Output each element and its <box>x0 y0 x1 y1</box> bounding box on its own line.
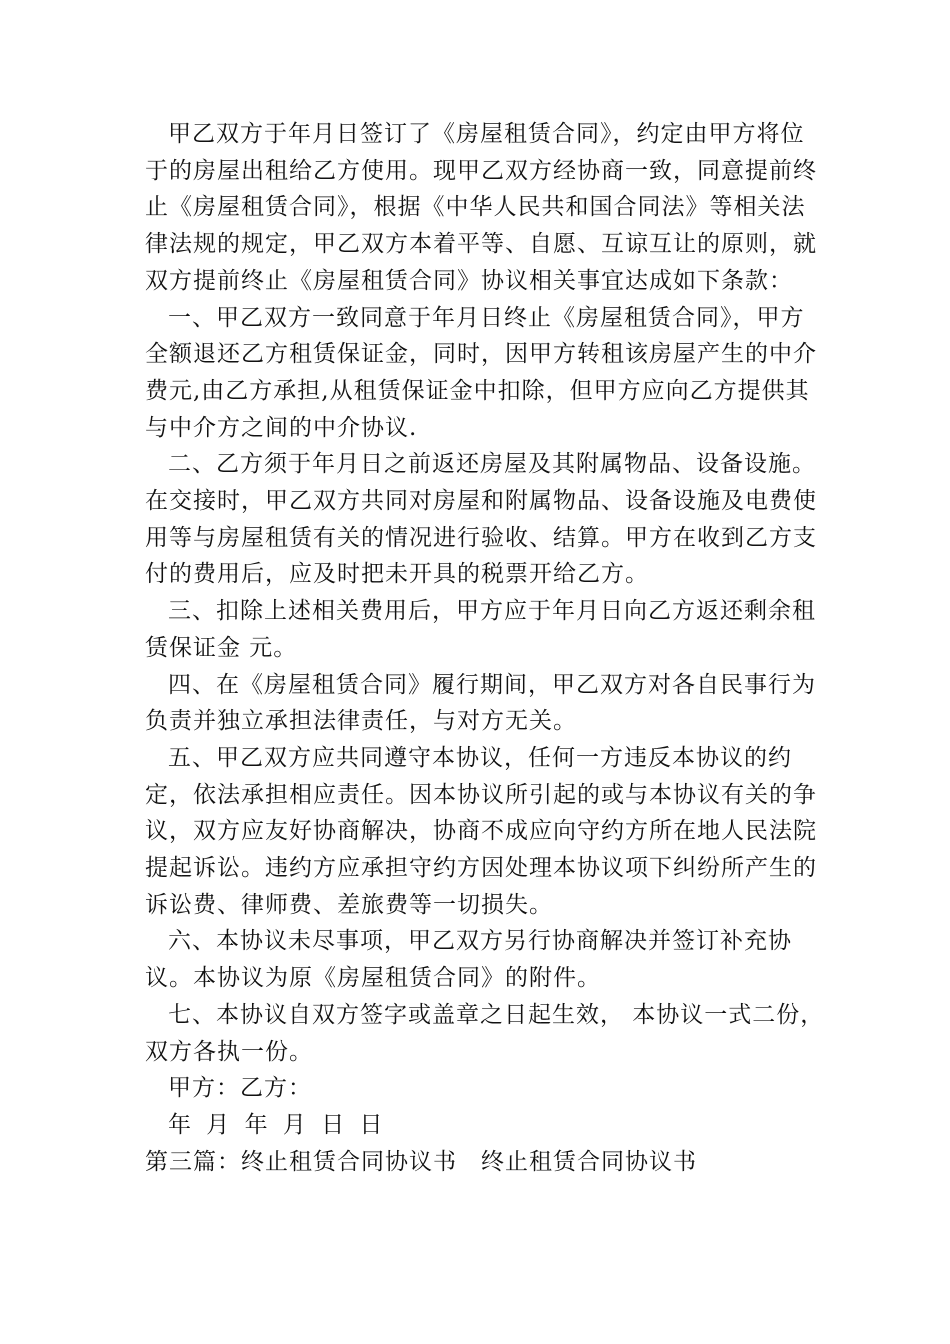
clause-5: 五、甲乙双方应共同遵守本协议，任何一方违反本协议的约定，依法承担相应责任。因本协议所引起的或与本协议有关的争议，双方应友好协商解决，协商不成应向守约方所在地人民法院提起诉讼。违约方应承担守约方因处理本协议项下纠纷所产生的诉讼费、律师费、差旅费等一切损失。 <box>145 744 817 918</box>
signature-line: 甲方：乙方： <box>168 1075 312 1102</box>
intro-paragraph: 甲乙双方于年月日签订了《房屋租赁合同》，约定由甲方将位于的房屋出租给乙方使用。现甲乙双方经协商一致，同意提前终止《房屋租赁合同》，根据《中华人民共和国合同法》等相关法律法规的规定，甲乙双方本着平等、自愿、互谅互让的原则，就双方提前终止《房屋租赁合同》协议相关事宜达成如下条款： <box>145 121 817 294</box>
clause-3: 三、扣除上述相关费用后，甲方应于年月日向乙方返还剩余租赁保证金 元。 <box>145 598 816 661</box>
clause-7: 七、本协议自双方签字或盖章之日起生效， 本协议一式二份，双方各执一份。 <box>145 1001 825 1065</box>
clause-6: 六、本协议未尽事项，甲乙双方另行协商解决并签订补充协议。本协议为原《房屋租赁合同》的附件。 <box>145 928 792 992</box>
date-line: 年 月 年 月 日 日 <box>168 1111 384 1138</box>
next-section-title: 第三篇：终止租赁合同协议书 终止租赁合同协议书 <box>145 1148 697 1175</box>
clause-4: 四、在《房屋租赁合同》履行期间，甲乙双方对各自民事行为负责并独立承担法律责任，与对方无关。 <box>145 671 816 735</box>
agreement-body <box>145 116 825 1180</box>
clause-1: 一、甲乙双方一致同意于年月日终止《房屋租赁合同》，甲方全额退还乙方租赁保证金，同时，因甲方转租该房屋产生的中介费元,由乙方承担,从租赁保证金中扣除，但甲方应向乙方提供其与中介方之间的中介协议. <box>145 304 817 441</box>
clause-2: 二、乙方须于年月日之前返还房屋及其附属物品、设备设施。在交接时，甲乙双方共同对房屋和附属物品、设备设施及电费使用等与房屋租赁有关的情况进行验收、结算。甲方在收到乙方支付的费用后，应及时把未开具的税票开给乙方。 <box>145 451 817 588</box>
